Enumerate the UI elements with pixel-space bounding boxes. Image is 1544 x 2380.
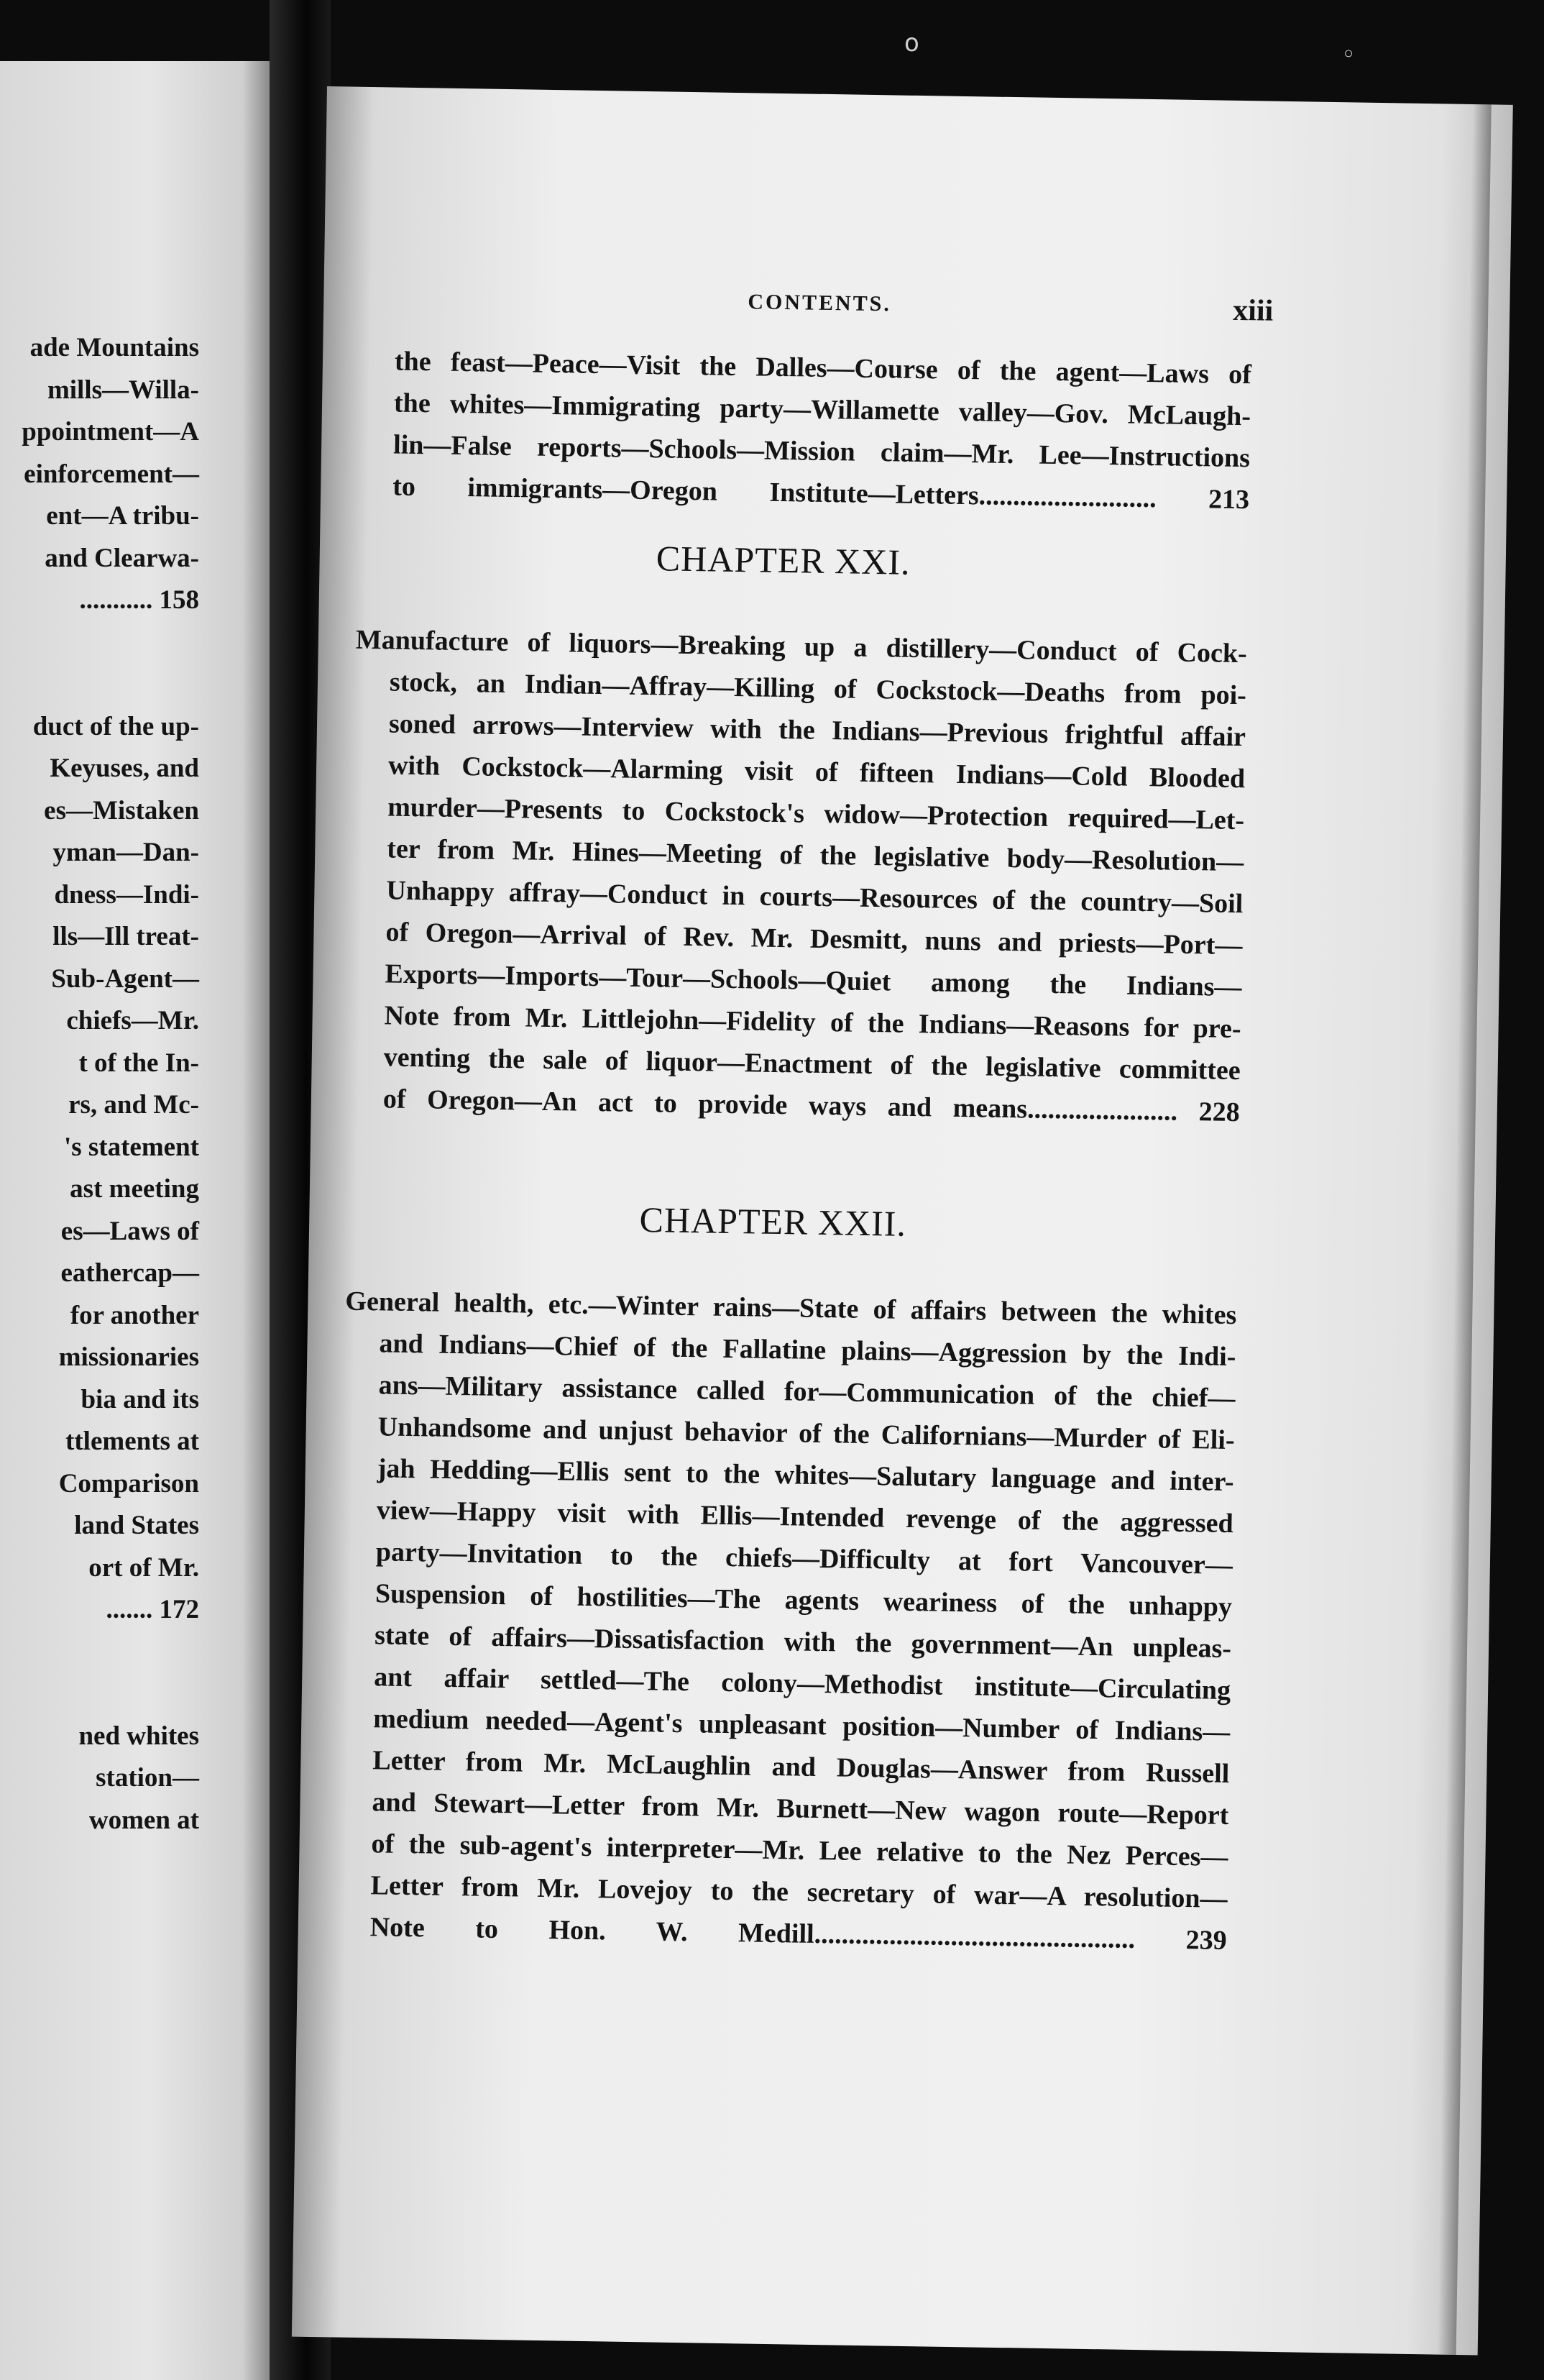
toc-line: and Indians—Chief of the Fallatine plains—Aggression by the Indi- [379,1328,1236,1373]
chapter-heading-xxii: CHAPTER XXII. [639,1199,907,1244]
toc-line: to immigrants—Oregon Institute—Letters.......................... 213 [392,471,1250,516]
toc-line: ter from Mr. Hines—Meeting of the legislative body—Resolution— [387,833,1244,878]
left-line: yman—Dan- [52,838,199,867]
left-page-fragment [0,61,270,2380]
toc-line: state of affairs—Dissatisfaction with the government—An unpleas- [374,1620,1232,1665]
left-line: rs, and Mc- [68,1090,199,1120]
left-line: ast meeting [70,1174,199,1204]
toc-line: Unhappy affray—Conduct in courts—Resources of the country—Soil [386,875,1244,920]
chapter-22-summary [335,1281,1236,1962]
toc-line: Suspension of hostilities—The agents weariness of the unhappy [374,1578,1233,1623]
toc-line: soned arrows—Interview with the Indians—Previous frightful affair [388,708,1246,753]
left-line: dness—Indi- [54,879,199,910]
left-page-text [22,327,199,1841]
left-line: 's statement [63,1132,199,1162]
toc-line: jah Hedding—Ellis sent to the whites—Salutary language and inter- [377,1453,1234,1498]
toc-line: view—Happy visit with Ellis—Intended revenge of the aggressed [376,1495,1234,1539]
toc-line: and Stewart—Letter from Mr. Burnett—New wagon route—Report [372,1787,1229,1831]
left-line: and Clearwa- [45,543,199,573]
left-line: ned whites [78,1721,199,1751]
left-line: mills—Willa- [47,375,199,405]
toc-line: Note to Hon. W. Medill............................................... 239 [369,1912,1227,1956]
left-line: ........... 158 [79,585,199,615]
toc-line: Unhandsome and unjust behavior of the Californians—Murder of Eli- [377,1411,1235,1456]
left-line: ort of Mr. [88,1552,199,1583]
toc-line: the whites—Immigrating party—Willamette valley—Gov. McLaugh- [393,388,1251,432]
left-line: Comparison [58,1468,199,1498]
scan-speck: ◦ [1341,40,1356,69]
toc-line: of Oregon—An act to provide ways and means...................... 228 [382,1084,1241,1128]
toc-line: of Oregon—Arrival of Rev. Mr. Desmitt, nuns and priests—Port— [385,917,1243,961]
left-line: ade Mountains [29,333,199,362]
left-line: eathercap— [60,1258,199,1288]
toc-line: party—Invitation to the chiefs—Difficulty at fort Vancouver— [375,1537,1233,1581]
left-line: missionaries [58,1342,199,1372]
toc-line: murder—Presents to Cockstock's widow—Protection required—Let- [387,792,1245,836]
toc-line: with Cockstock—Alarming visit of fifteen Indians—Cold Blooded [387,750,1246,795]
left-line: Sub-Agent— [51,964,199,994]
toc-line: General health, etc.—Winter rains—State of affairs between the whites [345,1286,1237,1331]
left-line: for another [70,1300,199,1330]
toc-line: lin—False reports—Schools—Mission claim—Mr. Lee—Instructions [392,429,1251,474]
left-line: ppointment—A [22,417,199,447]
chapter-heading-xxi: CHAPTER XXI. [656,538,911,582]
toc-line: venting the sale of liquor—Enactment of the legislative committee [383,1042,1241,1086]
running-title: CONTENTS. [748,290,892,316]
toc-line: Manufacture of liquors—Breaking up a distillery—Conduct of Cock- [355,624,1248,669]
left-line: ....... 172 [106,1595,199,1624]
left-line: bia and its [81,1384,199,1414]
scan-speck: o [904,29,919,58]
page-edge-shadow [1438,104,1492,2355]
left-line: lls—Ill treat- [52,922,199,951]
left-line: women at [88,1805,199,1835]
left-line: duct of the up- [32,711,199,741]
toc-line: medium needed—Agent's unpleasant position—Number of Indians— [373,1703,1231,1748]
page-number: xiii [1232,293,1274,328]
left-blank-gap [22,622,199,706]
chapter-21-summary [348,619,1247,1133]
toc-line: the feast—Peace—Visit the Dalles—Course of the agent—Laws of [394,346,1252,390]
toc-line: Letter from Mr. McLaughlin and Douglas—Answer from Russell [372,1745,1230,1790]
left-line: land States [74,1511,199,1540]
left-line: ent—A tribu- [46,501,199,531]
toc-line: of the sub-agent's interpreter—Mr. Lee relative to the Nez Perces— [371,1829,1228,1872]
toc-line: ant affair settled—The colony—Methodist institute—Circulating [373,1662,1231,1706]
left-blank-gap [22,1631,199,1716]
left-line: station— [96,1763,199,1793]
left-line: chiefs—Mr. [66,1006,199,1035]
left-line: ttlements at [65,1427,199,1456]
left-line: t of the In- [78,1048,199,1078]
toc-line: ans—Military assistance called for—Communication of the chief— [378,1370,1236,1414]
toc-line: stock, an Indian—Affray—Killing of Cockstock—Deaths from poi- [389,667,1247,711]
left-line: es—Laws of [60,1216,199,1246]
toc-line: Note from Mr. Littlejohn—Fidelity of the Indians—Reasons for pre- [384,1000,1241,1045]
left-line: es—Mistaken [44,795,199,825]
left-line: einforcement— [24,459,199,489]
left-line: Keyuses, and [50,754,199,783]
chapter-20-continuation [358,340,1251,521]
right-page [292,86,1513,2356]
page-header [323,279,1510,341]
toc-line: Exports—Imports—Tour—Schools—Quiet among the Indians— [385,958,1242,1003]
toc-line: Letter from Mr. Lovejoy to the secretary of war—A resolution— [370,1870,1228,1914]
